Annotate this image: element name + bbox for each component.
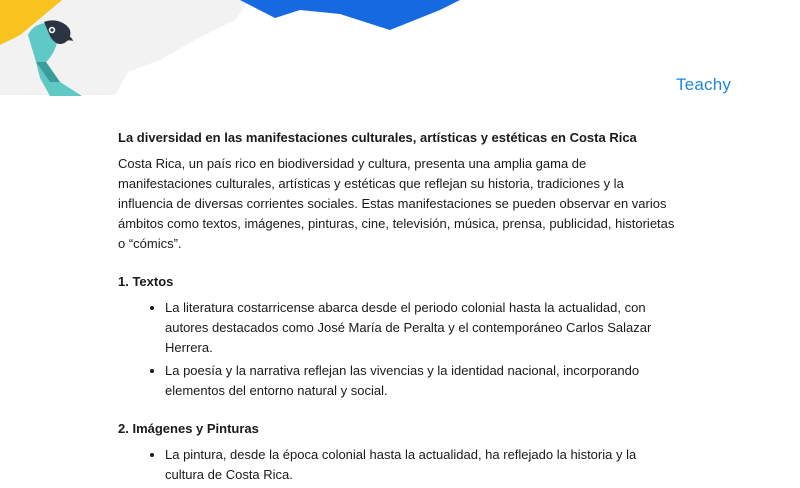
intro-paragraph: Costa Rica, un país rico en biodiversidad y cultura, presenta una amplia gama de manifestaciones culturales, artísticas y estéticas que reflejan su historia, tradiciones y la influencia de diversas corrientes sociales. Estas manifestaciones se pueden observar en varios ámbitos como textos, imágenes, pinturas, cine, televisión, música, prensa, publicidad, historietas o “cómics”. bbox=[118, 156, 675, 251]
section-heading: 1. Textos bbox=[118, 274, 174, 289]
document-body bbox=[118, 128, 678, 488]
bullet-list bbox=[118, 298, 678, 401]
section-heading: 2. Imágenes y Pinturas bbox=[118, 421, 259, 436]
list-item: • La literatura costarricense abarca desde el periodo colonial hasta la actualidad, con autores destacados como José María de Peralta y el contemporáneo Carlos Salazar Herrera. bbox=[165, 298, 678, 358]
list-item: • La pintura, desde la época colonial hasta la actualidad, ha reflejado la historia y la cultura de Costa Rica. bbox=[165, 445, 678, 485]
document-title: La diversidad en las manifestaciones culturales, artísticas y estéticas en Costa Rica bbox=[118, 130, 637, 145]
bullet-list bbox=[118, 445, 678, 485]
brand-name: Teachy bbox=[676, 75, 732, 94]
list-item: • La poesía y la narrativa reflejan las vivencias y la identidad nacional, incorporando elementos del entorno natural y social. bbox=[165, 361, 678, 401]
